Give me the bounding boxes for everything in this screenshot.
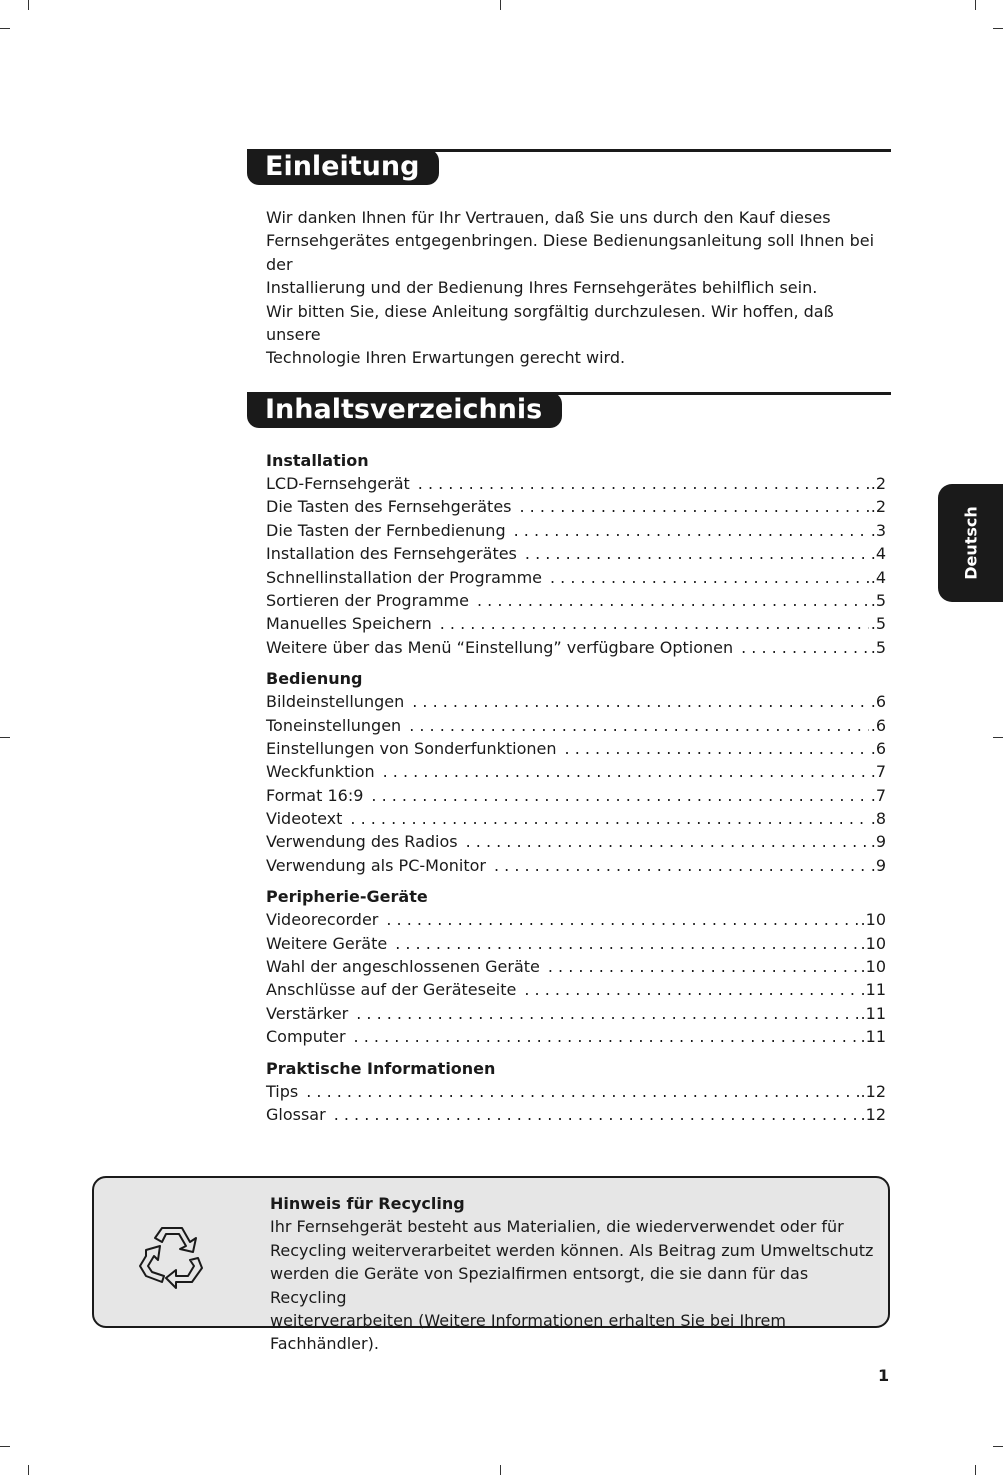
toc-dot-leader	[350, 807, 868, 830]
crop-mark	[0, 737, 10, 738]
toc-entry-title: Sortieren der Programme	[266, 590, 469, 610]
toc-dot-leader	[494, 854, 869, 877]
crop-mark	[28, 1465, 29, 1475]
toc-entry-title: Die Tasten der Fernbedienung	[266, 520, 506, 540]
toc-entry-page: .4	[870, 544, 886, 564]
toc-entry	[266, 784, 886, 807]
crop-mark	[975, 1465, 976, 1475]
toc-entry-page: .7	[870, 762, 886, 782]
intro-line: Fernsehgerätes entgegenbringen. Diese Bedienungsanleitung soll Ihnen bei der	[266, 231, 875, 274]
intro-section-header	[247, 149, 891, 189]
toc-entry-title: Format 16:9	[266, 785, 364, 805]
toc-entry	[266, 978, 886, 1001]
crop-mark	[993, 1446, 1003, 1447]
toc-entry-page: .3	[870, 520, 886, 540]
toc-entry-page: .6	[870, 692, 886, 712]
toc-entry-title: Weitere Geräte	[266, 933, 388, 953]
toc-entry-title: Einstellungen von Sonderfunktionen	[266, 738, 557, 758]
toc-entry	[266, 908, 886, 931]
crop-mark	[500, 1465, 501, 1475]
toc-entry	[266, 830, 886, 853]
toc-dot-leader	[354, 1025, 859, 1048]
toc-dot-leader	[386, 908, 858, 931]
toc-entry-title: Videotext	[266, 809, 343, 829]
toc-dot-leader	[383, 760, 869, 783]
toc-entry	[266, 612, 886, 635]
toc-dot-leader	[741, 636, 869, 659]
page-number: 1	[878, 1366, 890, 1385]
toc-entry	[266, 1103, 886, 1126]
recycling-text	[270, 1192, 880, 1356]
toc-entry-page: .12	[860, 1081, 886, 1101]
toc-entry	[266, 1025, 886, 1048]
toc-entry	[266, 589, 886, 612]
toc-entry	[266, 737, 886, 760]
toc-entry-page: .7	[870, 785, 886, 805]
intro-line: Wir bitten Sie, diese Anleitung sorgfältig durchzulesen. Wir hoffen, daß unsere	[266, 301, 834, 345]
intro-line: Installierung und der Bedienung Ihres Fernsehgerätes behilflich sein.	[266, 278, 818, 298]
toc-entry-page: .2	[870, 497, 886, 517]
toc-entry-title: Bildeinstellungen	[266, 692, 405, 712]
toc-entry	[266, 760, 886, 783]
toc-entry	[266, 636, 886, 659]
toc-entry-page: .12	[860, 1104, 886, 1124]
toc-entry-page: .11	[860, 1003, 886, 1023]
toc-group-heading: Bedienung	[266, 669, 363, 689]
toc-entry-title: Toneinstellungen	[266, 715, 402, 735]
toc-entry-page: .5	[870, 637, 886, 657]
toc-entry-page: .10	[860, 933, 886, 953]
toc-dot-leader	[525, 542, 869, 565]
toc-entry-title: Manuelles Speichern	[266, 614, 432, 634]
intro-text	[266, 206, 876, 370]
toc-entry-page: .9	[870, 832, 886, 852]
toc-group-heading: Praktische Informationen	[266, 1058, 496, 1078]
toc-group-heading: Peripherie-Geräte	[266, 887, 428, 907]
intro-title: Einleitung	[247, 149, 439, 185]
toc-entry-title: Verwendung des Radios	[266, 832, 458, 852]
toc-group-heading: Installation	[266, 451, 369, 470]
language-tab-label: Deutsch	[961, 506, 980, 580]
toc-dot-leader	[440, 612, 869, 635]
toc-dot-leader	[409, 714, 869, 737]
toc-entry-title: Installation des Fernsehgerätes	[266, 544, 517, 564]
toc-entry-title: Computer	[266, 1027, 346, 1047]
toc-dot-leader	[520, 495, 869, 518]
crop-mark	[975, 0, 976, 10]
toc-section-header	[247, 392, 891, 432]
toc-dot-leader	[418, 472, 869, 495]
toc-group	[266, 450, 886, 659]
crop-mark	[993, 737, 1003, 738]
toc-entry	[266, 519, 886, 542]
toc-entry-title: Tips	[266, 1081, 299, 1101]
table-of-contents	[266, 450, 886, 1135]
toc-dot-leader	[466, 830, 869, 853]
intro-line: Technologie Ihren Erwartungen gerecht wird.	[266, 348, 626, 368]
toc-entry-page: .4	[870, 567, 886, 587]
toc-entry-title: LCD-Fernsehgerät	[266, 474, 410, 493]
toc-entry-page: .2	[870, 474, 886, 493]
toc-entry-page: .10	[860, 910, 886, 930]
toc-entry	[266, 566, 886, 589]
toc-entry-title: Verwendung als PC-Monitor	[266, 855, 486, 875]
toc-dot-leader	[514, 519, 869, 542]
toc-entry-page: .6	[870, 738, 886, 758]
toc-dot-leader	[550, 566, 869, 589]
recycle-icon	[136, 1218, 208, 1290]
toc-entry-page: .9	[870, 855, 886, 875]
toc-dot-leader	[548, 955, 859, 978]
toc-entry	[266, 854, 886, 877]
toc-entry	[266, 955, 886, 978]
recycling-line: weiterverarbeiten (Weitere Informationen erhalten Sie bei Ihrem Fachhändler).	[270, 1311, 786, 1354]
toc-entry-title: Weitere über das Menü “Einstellung” verfügbare Optionen	[266, 637, 734, 657]
toc-dot-leader	[395, 932, 858, 955]
toc-dot-leader	[565, 737, 869, 760]
toc-dot-leader	[356, 1002, 858, 1025]
toc-entry	[266, 690, 886, 713]
toc-entry-title: Videorecorder	[266, 910, 379, 930]
toc-entry-title: Schnellinstallation der Programme	[266, 567, 542, 587]
toc-entry	[266, 1080, 886, 1103]
recycling-line: werden die Geräte von Spezialfirmen entsorgt, die sie dann für das Recycling	[270, 1264, 809, 1307]
crop-mark	[993, 28, 1003, 29]
toc-entry	[266, 542, 886, 565]
toc-entry-page: .11	[860, 980, 886, 1000]
toc-entry-page: .10	[860, 957, 886, 977]
toc-entry-title: Anschlüsse auf der Geräteseite	[266, 980, 517, 1000]
toc-dot-leader	[306, 1080, 858, 1103]
toc-dot-leader	[524, 978, 858, 1001]
toc-entry	[266, 472, 886, 495]
toc-entry-page: .6	[870, 715, 886, 735]
recycling-line: Recycling weiterverarbeitet werden können. Als Beitrag zum Umweltschutz	[270, 1240, 874, 1260]
toc-entry	[266, 1002, 886, 1025]
toc-dot-leader	[412, 690, 869, 713]
toc-entry	[266, 807, 886, 830]
crop-mark	[500, 0, 501, 10]
toc-entry	[266, 932, 886, 955]
toc-entry-title: Glossar	[266, 1104, 326, 1124]
recycling-heading: Hinweis für Recycling	[270, 1194, 465, 1213]
toc-group	[266, 668, 886, 877]
toc-entry-title: Weckfunktion	[266, 762, 375, 782]
toc-entry-page: .5	[870, 590, 886, 610]
toc-group	[266, 886, 886, 1048]
toc-entry	[266, 495, 886, 518]
toc-entry	[266, 714, 886, 737]
crop-mark	[0, 28, 10, 29]
recycling-notice	[92, 1176, 890, 1354]
toc-group	[266, 1058, 886, 1127]
crop-mark	[0, 1446, 10, 1447]
toc-entry-title: Die Tasten des Fernsehgerätes	[266, 497, 512, 517]
toc-dot-leader	[371, 784, 868, 807]
crop-mark	[28, 0, 29, 10]
language-tab	[938, 484, 1003, 602]
recycling-line: Ihr Fernsehgerät besteht aus Materialien, die wiederverwendet oder für	[270, 1217, 844, 1237]
toc-dot-leader	[477, 589, 869, 612]
toc-entry-title: Verstärker	[266, 1003, 349, 1023]
toc-entry-page: .5	[870, 614, 886, 634]
intro-line: Wir danken Ihnen für Ihr Vertrauen, daß Sie uns durch den Kauf dieses	[266, 208, 831, 227]
toc-title: Inhaltsverzeichnis	[247, 392, 562, 428]
toc-entry-page: .11	[860, 1027, 886, 1047]
toc-entry-title: Wahl der angeschlossenen Geräte	[266, 957, 540, 977]
toc-dot-leader	[334, 1103, 859, 1126]
toc-entry-page: .8	[870, 809, 886, 829]
